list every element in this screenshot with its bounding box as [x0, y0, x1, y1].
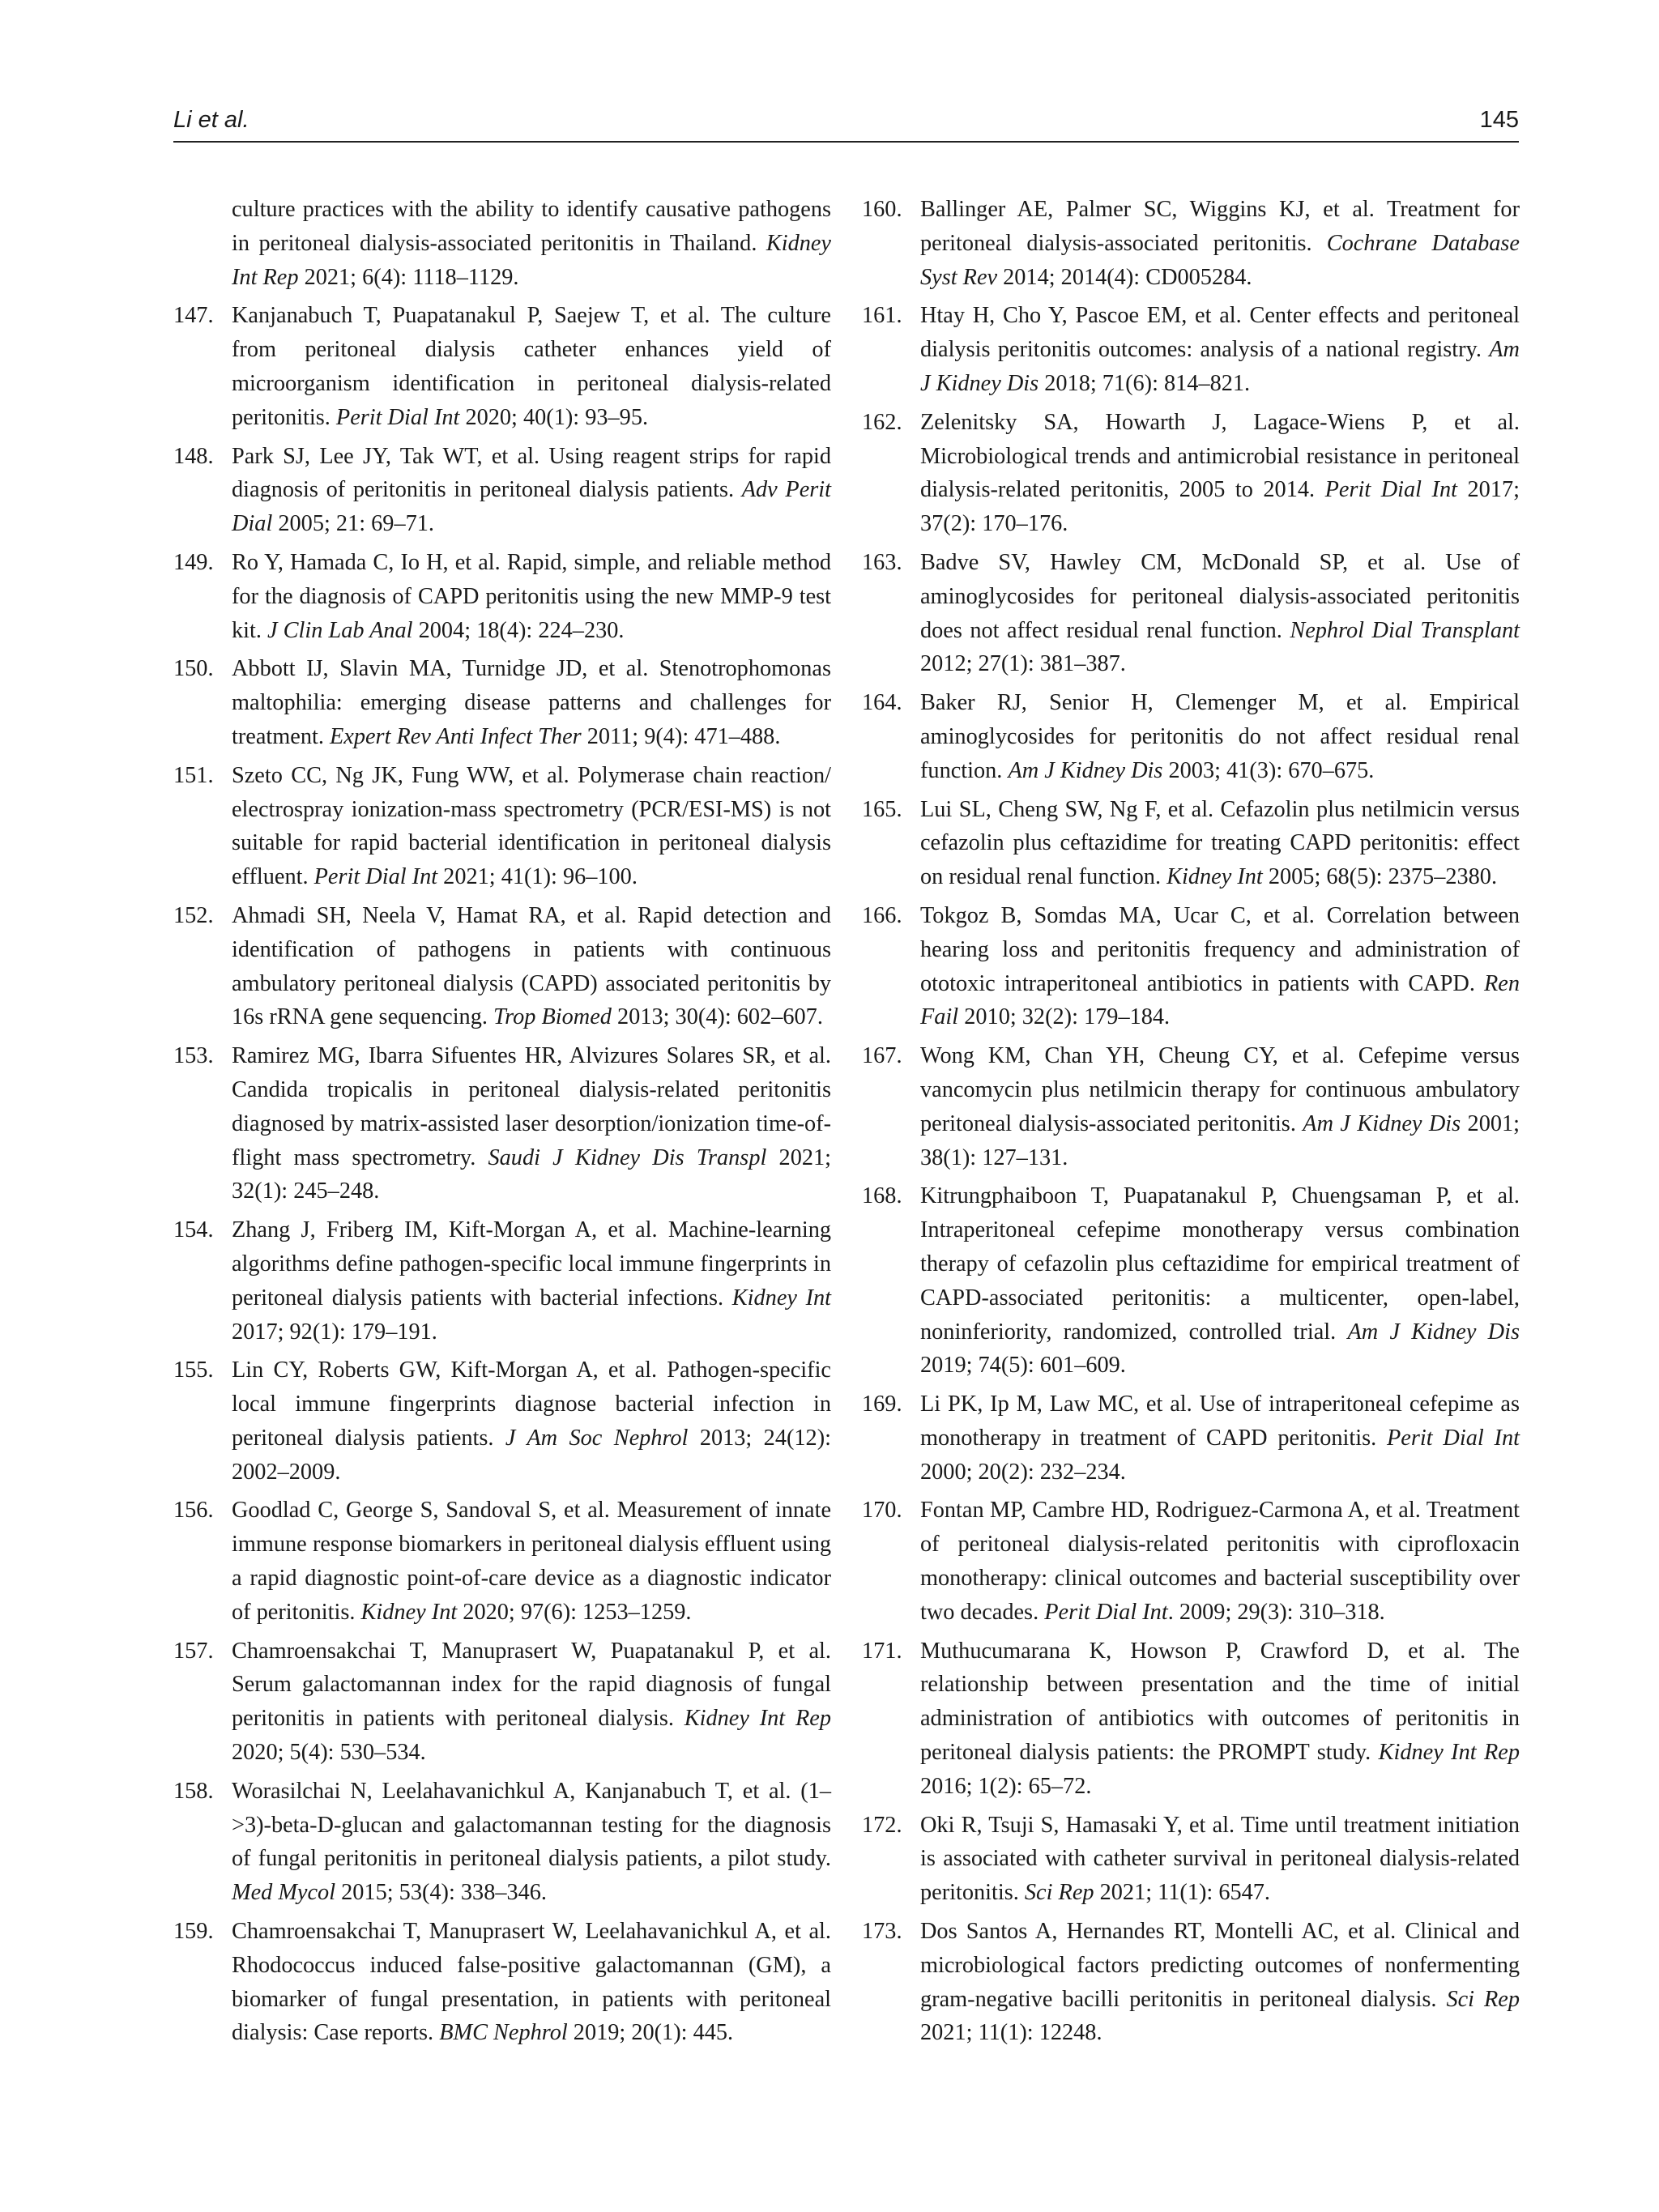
reference-journal: Trop Biomed — [493, 1004, 612, 1030]
reference-text — [232, 652, 831, 753]
reference-number: 170. — [862, 1498, 902, 1524]
reference-authors-title: Ramirez MG, Ibarra Sifuentes HR, Alvizures Solares SR, et al. Candida tropicalis in peritoneal dialysis-related peritonitis diagnosed by matrix-assisted laser desorption/ionization time-of-flight mass spectrometry. — [232, 1043, 831, 1170]
reference-item — [862, 546, 1520, 681]
reference-text — [920, 1915, 1520, 2050]
reference-item — [173, 759, 831, 894]
reference-number: 149. — [173, 549, 214, 575]
reference-citation: 2004; 18(4): 224–230. — [412, 617, 625, 643]
reference-citation: 2000; 20(2): 232–234. — [920, 1459, 1126, 1485]
reference-text — [232, 1634, 831, 1770]
reference-citation: . 2009; 29(3): 310–318. — [1167, 1599, 1385, 1625]
reference-item — [173, 899, 831, 1034]
reference-citation: 2016; 1(2): 65–72. — [920, 1773, 1092, 1799]
reference-authors-title: Lin CY, Roberts GW, Kift-Morgan A, et al. Pathogen-specific local immune fingerprints diagnose bacterial infection in peritoneal dialysis patients. — [232, 1357, 831, 1451]
reference-citation: 2012; 27(1): 381–387. — [920, 651, 1126, 677]
reference-citation: 2021; 32(1): 245–248. — [232, 1144, 832, 1204]
reference-text — [232, 1039, 831, 1208]
reference-item — [862, 1179, 1520, 1383]
reference-authors-title: Tokgoz B, Somdas MA, Ucar C, et al. Correlation between hearing loss and peritonitis frequency and administration of ototoxic intraperitoneal antibiotics in patients with CAPD. — [920, 902, 1520, 996]
reference-text — [232, 899, 831, 1034]
reference-item — [173, 546, 831, 647]
reference-item — [173, 193, 831, 294]
reference-journal: Kidney Int — [1166, 864, 1263, 890]
reference-text — [232, 1494, 831, 1629]
page-number: 145 — [1479, 107, 1519, 133]
reference-authors-title: Kitrungphaiboon T, Puapatanakul P, Chuengsaman P, et al. Intraperitoneal cefepime monotherapy versus combination therapy of cefazolin plus ceftazidime for empirical treatment of CAPD-associated peritonitis: a multicenter, open-label, noninferiority, randomized, controlled trial. — [920, 1183, 1520, 1345]
reference-text — [232, 1915, 831, 2050]
reference-authors-title: Badve SV, Hawley CM, McDonald SP, et al. Use of aminoglycosides for peritoneal dialysis-associated peritonitis does not affect residual renal function. — [920, 549, 1520, 643]
reference-authors-title: Baker RJ, Senior H, Clemenger M, et al. Empirical aminoglycosides for peritonitis do not affect residual renal function. — [920, 690, 1520, 783]
reference-text — [920, 899, 1520, 1034]
reference-journal: Perit Dial Int — [1324, 477, 1457, 503]
reference-authors-title: Lui SL, Cheng SW, Ng F, et al. Cefazolin plus netilmicin versus cefazolin plus ceftazidime for treating CAPD peritonitis: effect on residual renal function. — [920, 796, 1520, 890]
reference-text — [232, 546, 831, 647]
reference-text — [920, 1039, 1520, 1174]
reference-journal: Am J Kidney Dis — [1303, 1110, 1461, 1136]
reference-authors-title: Oki R, Tsuji S, Hamasaki Y, et al. Time until treatment initiation is associated with catheter survival in peritoneal dialysis-related peritonitis. — [920, 1812, 1520, 1906]
reference-citation: 2020; 5(4): 530–534. — [232, 1740, 426, 1766]
running-author: Li et al. — [173, 107, 249, 133]
reference-number: 148. — [173, 443, 214, 469]
reference-text — [232, 1775, 831, 1910]
reference-citation: 2013; 30(4): 602–607. — [611, 1004, 823, 1030]
reference-text — [920, 1387, 1520, 1489]
reference-number: 172. — [862, 1812, 902, 1838]
reference-item — [862, 1387, 1520, 1489]
reference-item — [173, 652, 831, 753]
reference-journal: Perit Dial Int — [1044, 1599, 1168, 1625]
reference-journal: Expert Rev Anti Infect Ther — [330, 723, 582, 749]
reference-number: 168. — [862, 1183, 902, 1209]
reference-journal: Kidney Int — [731, 1285, 831, 1311]
reference-citation: 2011; 9(4): 471–488. — [581, 723, 781, 749]
reference-authors-title: Ballinger AE, Palmer SC, Wiggins KJ, et al. Treatment for peritoneal dialysis-associated peritonitis. — [920, 197, 1520, 256]
reference-text — [232, 1353, 831, 1489]
reference-text — [920, 1809, 1520, 1910]
reference-number: 155. — [173, 1357, 214, 1383]
reference-item — [862, 793, 1520, 894]
reference-authors-title: culture practices with the ability to identify causative pathogens in peritoneal dialysis-associated peritonitis in Thailand. — [232, 197, 831, 256]
reference-number: 154. — [173, 1217, 214, 1243]
reference-number: 167. — [862, 1043, 902, 1069]
reference-citation: 2021; 11(1): 6547. — [1094, 1880, 1270, 1906]
reference-text — [920, 193, 1520, 294]
reference-number: 162. — [862, 409, 902, 435]
reference-number: 160. — [862, 197, 902, 222]
reference-authors-title: Wong KM, Chan YH, Cheung CY, et al. Cefepime versus vancomycin plus netilmicin therapy for continuous ambulatory peritoneal dialysis-associated peritonitis. — [920, 1043, 1520, 1136]
reference-item — [862, 1634, 1520, 1804]
reference-item — [173, 1494, 831, 1629]
reference-citation: 2017; 92(1): 179–191. — [232, 1319, 437, 1345]
reference-journal: Saudi J Kidney Dis Transpl — [488, 1144, 767, 1170]
reference-number: 151. — [173, 762, 214, 788]
reference-text — [920, 299, 1520, 400]
reference-journal: J Am Soc Nephrol — [505, 1425, 689, 1451]
reference-journal: Kidney Int Rep — [684, 1706, 831, 1732]
reference-text — [920, 1494, 1520, 1629]
reference-authors-title: Park SJ, Lee JY, Tak WT, et al. Using reagent strips for rapid diagnosis of peritonitis in peritoneal dialysis patients. — [232, 443, 831, 503]
reference-journal: Sci Rep — [1446, 1986, 1520, 2012]
reference-item — [862, 686, 1520, 787]
reference-authors-title: Chamroensakchai T, Manuprasert W, Puapatanakul P, et al. Serum galactomannan index for the rapid diagnosis of fungal peritonitis in patients with peritoneal dialysis. — [232, 1638, 831, 1732]
reference-journal: BMC Nephrol — [439, 2020, 568, 2046]
reference-journal: Sci Rep — [1024, 1880, 1094, 1906]
reference-journal: J Clin Lab Anal — [267, 617, 413, 643]
reference-citation: 2010; 32(2): 179–184. — [958, 1004, 1171, 1030]
reference-column-right — [862, 193, 1520, 2055]
reference-citation: 2015; 53(4): 338–346. — [335, 1880, 548, 1906]
reference-number: 150. — [173, 656, 214, 682]
reference-journal: Cochrane Database Syst Rev — [920, 230, 1520, 290]
reference-item — [862, 899, 1520, 1034]
reference-authors-title: Fontan MP, Cambre HD, Rodriguez-Carmona A, et al. Treatment of peritoneal dialysis-related peritonitis with ciprofloxacin monotherapy: clinical outcomes and bacterial susceptibility over two decades. — [920, 1498, 1520, 1625]
reference-authors-title: Zelenitsky SA, Howarth J, Lagace-Wiens P, et al. Microbiological trends and antimicrobial resistance in peritoneal dialysis-related peritonitis, 2005 to 2014. — [920, 409, 1520, 503]
reference-authors-title: Htay H, Cho Y, Pascoe EM, et al. Center effects and peritoneal dialysis peritonitis outcomes: analysis of a national registry. — [920, 303, 1520, 363]
reference-authors-title: Dos Santos A, Hernandes RT, Montelli AC, et al. Clinical and microbiological factors predicting outcomes of nonfermenting gram-negative bacilli peritonitis in peritoneal dialysis. — [920, 1919, 1520, 2012]
reference-authors-title: Muthucumarana K, Howson P, Crawford D, et al. The relationship between presentation and the time of initial administration of antibiotics with outcomes of peritonitis in peritoneal dialysis patients: the PROMPT study. — [920, 1638, 1520, 1766]
reference-number: 171. — [862, 1638, 902, 1664]
reference-text — [920, 406, 1520, 541]
reference-item — [173, 1915, 831, 2050]
reference-item — [173, 1634, 831, 1770]
reference-journal: Kidney Int Rep — [1378, 1740, 1520, 1766]
reference-number: 163. — [862, 549, 902, 575]
reference-authors-title: Szeto CC, Ng JK, Fung WW, et al. Polymerase chain reaction/ electrospray ionization-mass spectrometry (PCR/ESI-MS) is not suitable for rapid bacterial identification in peritoneal dialysis effluent. — [232, 762, 831, 890]
reference-journal: Ren Fail — [920, 970, 1520, 1030]
reference-number: 152. — [173, 902, 214, 928]
reference-citation: 2020; 40(1): 93–95. — [459, 404, 649, 430]
reference-number: 159. — [173, 1919, 214, 1945]
reference-number: 169. — [862, 1392, 902, 1417]
reference-text — [920, 686, 1520, 787]
reference-number: 164. — [862, 690, 902, 716]
reference-text — [920, 793, 1520, 894]
reference-citation: 2019; 20(1): 445. — [567, 2020, 734, 2046]
reference-authors-title: Worasilchai N, Leelahavanichkul A, Kanjanabuch T, et al. (1–>3)-beta-D-glucan and galactomannan testing for the diagnosis of fungal peritonitis in peritoneal dialysis patients, a pilot study. — [232, 1778, 831, 1872]
reference-authors-title: Ahmadi SH, Neela V, Hamat RA, et al. Rapid detection and identification of pathogens in patients with continuous ambulatory peritoneal dialysis (CAPD) associated peritonitis by 16s rRNA gene sequencing. — [232, 902, 831, 1030]
running-header — [173, 104, 1519, 143]
reference-text — [232, 440, 831, 541]
reference-text — [920, 546, 1520, 681]
reference-citation: 2003; 41(3): 670–675. — [1162, 757, 1375, 783]
reference-number: 165. — [862, 796, 902, 822]
reference-item — [173, 440, 831, 541]
reference-item — [173, 1039, 831, 1208]
reference-item — [173, 1775, 831, 1910]
reference-column-left — [173, 193, 831, 2055]
reference-text — [232, 193, 831, 294]
reference-item — [862, 299, 1520, 400]
reference-item — [862, 1494, 1520, 1629]
reference-citation: 2021; 41(1): 96–100. — [437, 864, 638, 890]
reference-text — [920, 1634, 1520, 1804]
reference-journal: Kidney Int Rep — [232, 230, 831, 290]
reference-citation: 2005; 21: 69–71. — [272, 511, 434, 537]
reference-authors-title: Zhang J, Friberg IM, Kift-Morgan A, et al. Machine-learning algorithms define pathogen-specific local immune fingerprints in peritoneal dialysis patients with bacterial infections. — [232, 1217, 831, 1311]
reference-number: 161. — [862, 303, 902, 329]
reference-authors-title: Ro Y, Hamada C, Io H, et al. Rapid, simple, and reliable method for the diagnosis of CAPD peritonitis using the new MMP-9 test kit. — [232, 549, 831, 643]
reference-journal: Perit Dial Int — [335, 404, 460, 430]
reference-citation: 2005; 68(5): 2375–2380. — [1262, 864, 1498, 890]
reference-journal: Adv Perit Dial — [232, 477, 831, 537]
reference-citation: 2014; 2014(4): CD005284. — [997, 264, 1252, 290]
reference-number: 158. — [173, 1778, 214, 1804]
reference-number: 156. — [173, 1498, 214, 1524]
reference-item — [862, 1039, 1520, 1174]
reference-text — [920, 1179, 1520, 1383]
reference-citation: 2013; 24(12): 2002–2009. — [232, 1425, 831, 1485]
reference-journal: Am J Kidney Dis — [1347, 1319, 1520, 1345]
reference-citation: 2021; 6(4): 1118–1129. — [298, 264, 519, 290]
reference-citation: 2017; 37(2): 170–176. — [920, 477, 1520, 537]
reference-citation: 2018; 71(6): 814–821. — [1038, 370, 1251, 396]
reference-citation: 2001; 38(1): 127–131. — [920, 1110, 1520, 1170]
reference-journal: Perit Dial Int — [313, 864, 438, 890]
reference-authors-title: Abbott IJ, Slavin MA, Turnidge JD, et al. Stenotrophomonas maltophilia: emerging disease patterns and challenges for treatment. — [232, 656, 831, 749]
reference-journal: Am J Kidney Dis — [920, 337, 1520, 396]
reference-item — [173, 1213, 831, 1349]
reference-item — [173, 299, 831, 434]
reference-item — [862, 1915, 1520, 2050]
reference-item — [862, 193, 1520, 294]
reference-item — [173, 1353, 831, 1489]
reference-text — [232, 759, 831, 894]
reference-journal: Med Mycol — [232, 1880, 336, 1906]
reference-item — [862, 1809, 1520, 1910]
reference-number: 153. — [173, 1043, 214, 1069]
reference-authors-title: Li PK, Ip M, Law MC, et al. Use of intraperitoneal cefepime as monotherapy in treatment of CAPD peritonitis. — [920, 1392, 1520, 1451]
reference-text — [232, 299, 831, 434]
reference-journal: Am J Kidney Dis — [1008, 757, 1163, 783]
reference-authors-title: Goodlad C, George S, Sandoval S, et al. Measurement of innate immune response biomarkers in peritoneal dialysis effluent using a rapid diagnostic point-of-care device as a diagnostic indicator of peritonitis. — [232, 1498, 831, 1625]
reference-number: 173. — [862, 1919, 902, 1945]
reference-citation: 2021; 11(1): 12248. — [920, 2020, 1102, 2046]
reference-authors-title: Kanjanabuch T, Puapatanakul P, Saejew T, et al. The culture from peritoneal dialysis catheter enhances yield of microorganism identification in peritoneal dialysis-related peritonitis. — [232, 303, 831, 430]
reference-authors-title: Chamroensakchai T, Manuprasert W, Leelahavanichkul A, et al. Rhodococcus induced false-positive galactomannan (GM), a biomarker of fungal presentation, in patients with peritoneal dialysis: Case reports. — [232, 1919, 831, 2046]
reference-item — [862, 406, 1520, 541]
reference-number: 166. — [862, 902, 902, 928]
reference-number: 157. — [173, 1638, 214, 1664]
reference-number: 147. — [173, 303, 214, 329]
reference-journal: Kidney Int — [360, 1599, 458, 1625]
reference-citation: 2020; 97(6): 1253–1259. — [457, 1599, 692, 1625]
reference-journal: Perit Dial Int — [1387, 1425, 1520, 1451]
reference-citation: 2019; 74(5): 601–609. — [920, 1353, 1126, 1379]
reference-text — [232, 1213, 831, 1349]
reference-journal: Nephrol Dial Transplant — [1290, 617, 1520, 643]
